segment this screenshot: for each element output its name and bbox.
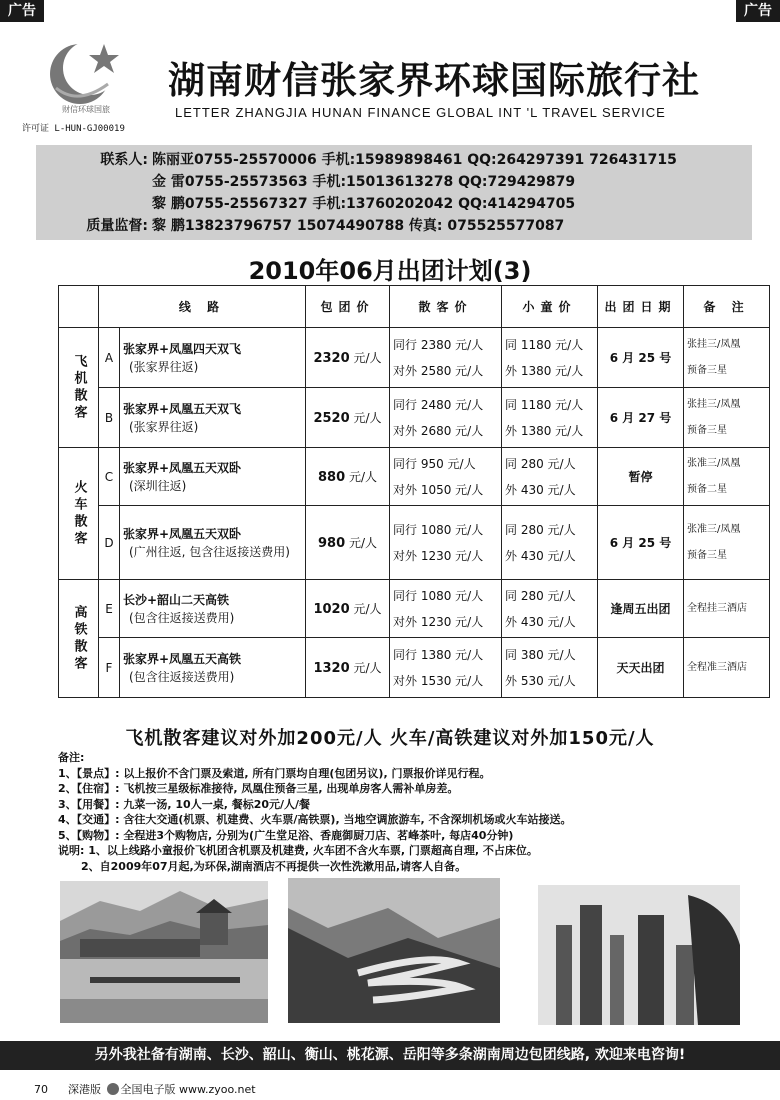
photo-winding-road <box>288 878 500 1023</box>
table-header-row <box>59 286 770 328</box>
bottom-banner: 另外我社备有湖南、长沙、韶山、衡山、桃花源、岳阳等多条湖南周边包团线路, 欢迎来电咨询! <box>0 1041 780 1070</box>
globe-icon <box>107 1083 119 1095</box>
company-title-english: LETTER ZHANGJIA HUNAN FINANCE GLOBAL INT 'L TRAVEL SERVICE <box>175 105 666 120</box>
company-title: 湖南财信张家界环球国际旅行社 <box>168 59 700 102</box>
header-package: 包团价 <box>306 286 390 328</box>
table-row: 火车散客 C 张家界+凤凰五天双卧 (深圳往返) 880 元/人 同行 950 元/人 对外 1050 元/人 同 280 元/人 外 430 元/人 暂停 张准三/凤凰 预备二星 <box>59 448 770 506</box>
ad-tag-right: 广告 <box>736 0 780 22</box>
category-highspeed: 高铁散客 <box>59 580 99 698</box>
contact-row: 黎 鹏0755-25567327 手机:13760202042 QQ:414294705 <box>152 196 576 212</box>
ad-tag-left: 广告 <box>0 0 44 22</box>
edition-label: 深港版 <box>68 1083 101 1096</box>
header-route: 线 路 <box>99 286 306 328</box>
logo-subtitle: 财信环球国旅 <box>62 105 110 114</box>
contact-row: 联系人: 陈丽亚0755-25570006 手机:15989898461 QQ:264297391 726431715 <box>100 152 677 168</box>
category-train: 火车散客 <box>59 448 99 580</box>
company-logo <box>38 36 128 114</box>
page-footer <box>34 1081 256 1097</box>
table-row: 飞机散客 A 张家界+凤凰四天双飞 (张家界往返) 2320 元/人 同行 2380 元/人 对外 2580 元/人 同 1180 元/人 外 1380 元/人 6 月 25 号 张挂三/凤凰 预备三星 <box>59 328 770 388</box>
header-scatter: 散客价 <box>390 286 502 328</box>
category-flight: 飞机散客 <box>59 328 99 448</box>
price-suggestion: 飞机散客建议对外加200元/人 火车/高铁建议对外加150元/人 <box>125 728 655 749</box>
photo-stone-pillars <box>538 885 740 1025</box>
contact-row: 金 雷0755-25573563 手机:15013613278 QQ:729429879 <box>152 174 576 190</box>
photo-fenghuang-town <box>60 881 268 1023</box>
contact-panel <box>36 145 752 240</box>
plan-title: 2010年06月出团计划(3) <box>248 257 532 285</box>
website-label: 全国电子版 www.zyoo.net <box>120 1083 256 1096</box>
table-row: B 张家界+凤凰五天双飞 (张家界往返) 2520 元/人 同行 2480 元/人 对外 2680 元/人 同 1180 元/人 外 1380 元/人 6 月 27 号 张挂三/凤凰 预备三星 <box>59 388 770 448</box>
remarks: 备注: 1、【景点】: 以上报价不含门票及索道, 所有门票均自理(包团另议), 门票报价详见行程。 2、【住宿】: 飞机按三星级标准接待, 凤凰住预备三星, 出现单房客人需补单房差。 3、【用餐】: 九菜一汤, 10人一桌, 餐标20元/人/餐 4、【交通】: 含往大交通(机票、机建费、火车票/高铁票), 当地空调旅游车, 不含深圳机场或火车站接送。 5、【购物】: 全程进3个购物店, 分别为(广生堂足浴、香鹿御厨刀店、茗峰茶叶, 每店40分钟) 说明: 1、以上线路小童报价飞机团含机票及机建费, 火车团不含火车票, 门票超高自理, 不占床位。 2、自2009年07月起,为环保,湖南酒店不再提供一次性洗漱用品,请客人自备。 <box>58 751 572 873</box>
page-number: 70 <box>34 1083 48 1096</box>
table-row: F 张家界+凤凰五天高铁 (包含往返接送费用) 1320 元/人 同行 1380 元/人 对外 1530 元/人 同 380 元/人 外 530 元/人 天天出团 全程准三酒店 <box>59 638 770 698</box>
table-row: 高铁散客 E 长沙+韶山二天高铁 (包含往返接送费用) 1020 元/人 同行 1080 元/人 对外 1230 元/人 同 280 元/人 外 430 元/人 逢周五出团 全程挂三酒店 <box>59 580 770 638</box>
table-row: D 张家界+凤凰五天双卧 (广州往返, 包含往返接送费用) 980 元/人 同行 1080 元/人 对外 1230 元/人 同 280 元/人 外 430 元/人 6 月 25 号 张准三/凤凰 预备三星 <box>59 506 770 580</box>
header-note: 备 注 <box>684 286 770 328</box>
schedule-table <box>58 285 770 698</box>
header-date: 出团日期 <box>598 286 684 328</box>
contact-row: 质量监督: 黎 鹏13823796757 15074490788 传真: 075525577087 <box>86 218 565 234</box>
license-number: 许可证 L-HUN-GJ00019 <box>22 124 125 134</box>
header-child: 小童价 <box>502 286 598 328</box>
